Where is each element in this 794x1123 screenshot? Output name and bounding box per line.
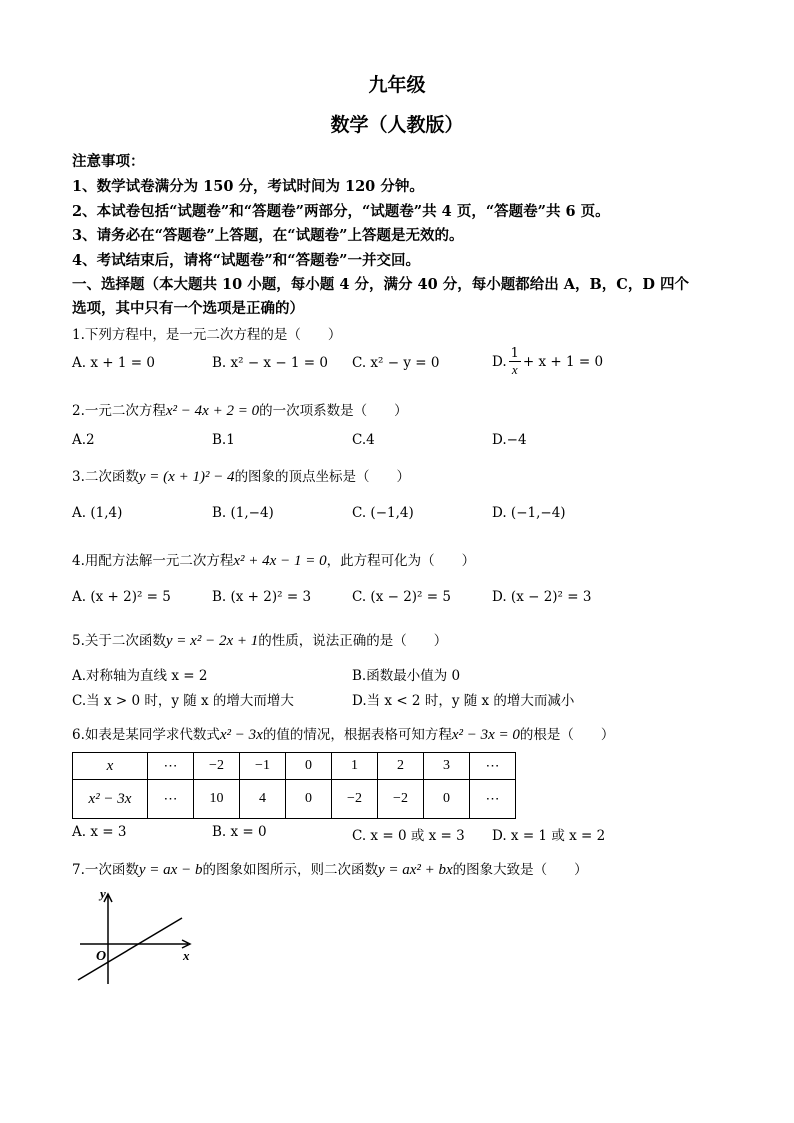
stem-text: 的性质，说法正确的是（ ） <box>258 633 448 649</box>
linear-function-graph <box>70 884 200 989</box>
note-item: 1、数学试卷满分为 150 分，考试时间为 120 分钟。 <box>72 178 424 195</box>
stem-math: x² − 3x = 0 <box>451 727 520 743</box>
table-cell: 3 <box>424 753 470 780</box>
table-cell: 0 <box>286 780 332 819</box>
question-2-stem <box>72 399 408 420</box>
table-cell: −2 <box>332 780 378 819</box>
stem-text: 的根是（ ） <box>519 727 615 743</box>
x-axis-label: x <box>183 948 190 963</box>
note-item: 3、请务必在“答题卷”上答题，在“试题卷”上答题是无效的。 <box>72 227 464 244</box>
note-item: 4、考试结束后，请将“试题卷”和“答题卷”一并交回。 <box>72 252 420 269</box>
table-cell: −1 <box>240 753 286 780</box>
q2-option-c: C.4 <box>352 432 375 448</box>
q3-option-a: A. (1,4) <box>72 505 123 521</box>
q3-option-c: C. (−1,4) <box>352 505 414 521</box>
q5-option-a: A.对称轴为直线 x = 2 <box>72 668 208 684</box>
table-row <box>73 780 516 819</box>
table-cell: ⋯ <box>148 780 194 819</box>
q3-option-b: B. (1,−4) <box>212 505 274 521</box>
q2-option-d: D.−4 <box>492 432 527 448</box>
stem-text: ，此方程可化为（ ） <box>326 553 476 569</box>
stem-math: x² − 4x + 2 = 0 <box>165 403 260 419</box>
stem-text: 2.一元二次方程 <box>72 403 166 419</box>
stem-text: 4.用配方法解一元二次方程 <box>72 553 234 569</box>
q2-option-a: A.2 <box>72 432 95 448</box>
section-heading-cont: 选项，其中只有一个选项是正确的） <box>72 300 304 317</box>
table-cell: ⋯ <box>470 753 516 780</box>
question-1-stem: 1.下列方程中，是一元二次方程的是（ ） <box>72 327 342 343</box>
q4-option-c: C. (x − 2)² = 5 <box>352 589 451 605</box>
question-7-stem <box>72 858 588 879</box>
q6-option-b: B. x = 0 <box>212 824 267 840</box>
q1-option-a: A. x + 1 = 0 <box>72 355 155 371</box>
y-axis-label: y <box>100 886 106 901</box>
q5-option-b: B.函数最小值为 0 <box>352 668 461 684</box>
question-6-stem <box>72 723 614 744</box>
q5-option-d: D.当 x < 2 时，y 随 x 的增大而减小 <box>352 693 575 709</box>
question-5-stem <box>72 629 447 650</box>
stem-math: y = ax² + bx <box>377 862 453 878</box>
q5-option-c: C.当 x > 0 时，y 随 x 的增大而增大 <box>72 693 294 709</box>
value-table <box>72 752 516 819</box>
q1-option-d-label: D. <box>492 353 507 370</box>
question-4-stem <box>72 549 475 570</box>
question-3-stem <box>72 465 410 486</box>
section-heading: 一、选择题（本大题共 10 小题，每小题 4 分，满分 40 分，每小题都给出 A，B，C，D 四个 <box>72 276 689 293</box>
stem-text: 5.关于二次函数 <box>72 633 166 649</box>
q4-option-d: D. (x − 2)² = 3 <box>492 589 592 605</box>
q2-option-b: B.1 <box>212 432 235 448</box>
origin-label: O <box>96 949 107 964</box>
stem-math: x² + 4x − 1 = 0 <box>233 553 327 569</box>
table-cell: 0 <box>424 780 470 819</box>
q1-option-c: C. x² − y = 0 <box>352 355 440 371</box>
table-cell: ⋯ <box>470 780 516 819</box>
q1-fraction <box>509 346 521 377</box>
note-item: 2、本试卷包括“试题卷”和“答题卷”两部分，“试题卷”共 4 页，“答题卷”共 6 页。 <box>72 203 610 220</box>
stem-text: 的图象大致是（ ） <box>452 862 588 878</box>
q4-option-a: A. (x + 2)² = 5 <box>72 589 171 605</box>
table-cell: −2 <box>378 780 424 819</box>
q6-option-c: C. x = 0 或 x = 3 <box>352 828 465 844</box>
notes-heading: 注意事项： <box>72 153 145 170</box>
q6-option-d: D. x = 1 或 x = 2 <box>492 828 606 844</box>
q3-option-d: D. (−1,−4) <box>492 505 566 521</box>
table-cell: −2 <box>194 753 240 780</box>
table-cell: 2 <box>378 753 424 780</box>
q4-option-b: B. (x + 2)² = 3 <box>212 589 312 605</box>
stem-text: 的值的情况，根据表格可知方程 <box>262 727 452 743</box>
q6-option-a: A. x = 3 <box>72 824 127 840</box>
stem-text: 3.二次函数 <box>72 469 139 485</box>
fraction-numerator: 1 <box>510 346 519 361</box>
stem-text: 7.一次函数 <box>72 862 139 878</box>
stem-math: y = ax − b <box>138 862 203 878</box>
table-cell: x² − 3x <box>73 780 148 819</box>
stem-text: 6.如表是某同学求代数式 <box>72 727 220 743</box>
stem-math: y = (x + 1)² − 4 <box>138 469 235 485</box>
stem-text: 的图象的顶点坐标是（ ） <box>234 469 411 485</box>
table-cell: 4 <box>240 780 286 819</box>
stem-text: 的图象如图所示，则二次函数 <box>202 862 378 878</box>
table-row <box>73 753 516 780</box>
table-cell: 10 <box>194 780 240 819</box>
q1-option-b: B. x² − x − 1 = 0 <box>212 355 329 371</box>
q1-option-d-rest: + x + 1 = 0 <box>522 353 604 370</box>
stem-math: y = x² − 2x + 1 <box>165 633 259 649</box>
table-cell: 0 <box>286 753 332 780</box>
q1-option-d <box>492 346 603 377</box>
subject-title: 数学（人教版） <box>330 114 464 136</box>
function-line <box>78 918 182 980</box>
grade-title: 九年级 <box>368 74 426 96</box>
table-cell: x <box>73 753 148 780</box>
table-cell: ⋯ <box>148 753 194 780</box>
stem-math: x² − 3x <box>219 727 263 743</box>
fraction-denominator: x <box>511 362 518 377</box>
stem-text: 的一次项系数是（ ） <box>259 403 408 419</box>
table-cell: 1 <box>332 753 378 780</box>
